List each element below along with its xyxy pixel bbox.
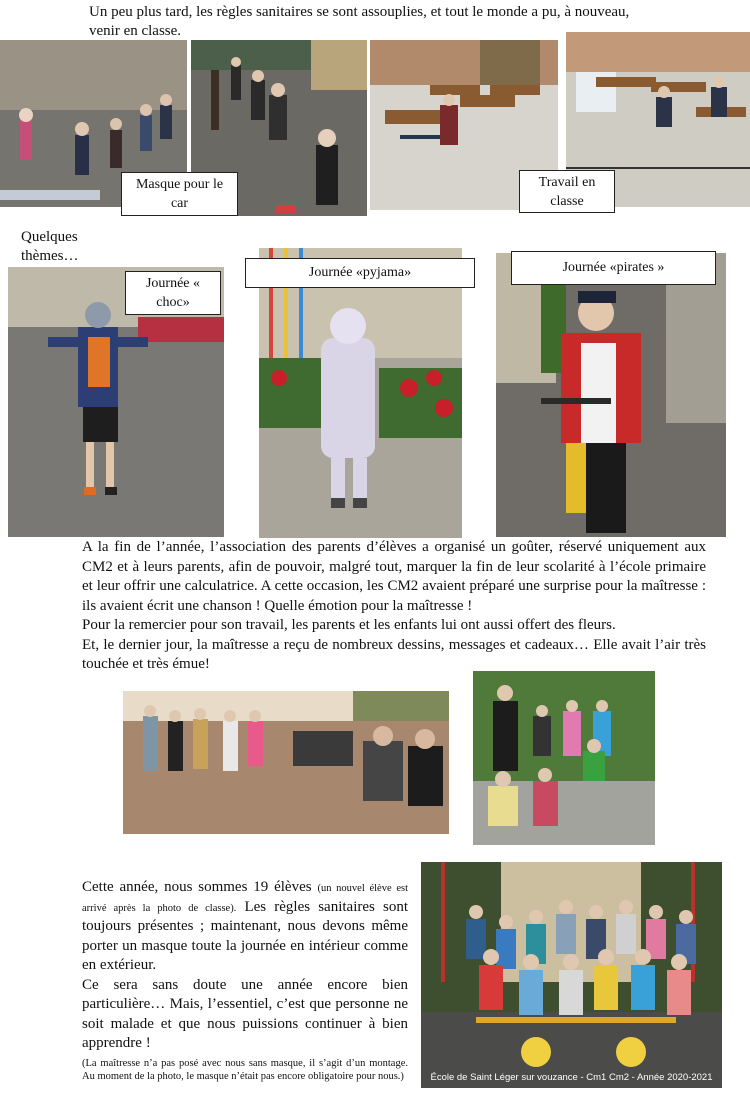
photo-gouter-chanson: [123, 691, 449, 834]
themes-heading: Quelques thèmes…: [21, 229, 79, 264]
caption-travail-classe: Travail en classe: [519, 170, 615, 213]
fin-annee-p1: A la fin de l’année, l’association des parents d’élèves a organisé un goûter, réservé uniquement aux CM2 et à leurs parents, afin de pouvoir, malgré tout, marquer la fin de leur scolarité à l’école primaire et leur offrir une calculatrice. A cette occasion, les CM2 avaient préparé une surprise pour la maîtresse : ils avaient écrit une chanson ! Quelle émotion pour la maîtresse !: [82, 539, 706, 614]
fin-annee-p2: Pour la remercier pour son travail, les parents et les enfants lui ont aussi offert des fleurs.: [82, 617, 616, 633]
cette-annee-text: [82, 878, 408, 1083]
caption-journee-pirates: Journée «pirates »: [511, 251, 716, 285]
photo-cadeaux-maitresse: [473, 671, 655, 845]
cette-annee-rest: Les règles sanitaires sont toujours présentes ; maintenant, nous devons même porter un masque toute la journée en intérieur comme en extérieur.: [82, 898, 408, 973]
cette-annee-p1: [82, 878, 408, 976]
photo-journee-pirates: [496, 253, 726, 537]
intro-text: Un peu plus tard, les règles sanitaires se sont assouplies, et tout le monde a pu, à nouveau, venir en classe.: [89, 4, 630, 39]
cette-annee-p2: Ce sera sans doute une année encore bien particulière… Mais, l’essentiel, c’est que personne ne soit malade et que nous puissions continuer à bien apprendre !: [82, 976, 408, 1051]
fin-annee-p3: Et, le dernier jour, la maîtresse a reçu de nombreux dessins, messages et cadeaux… Elle avait l’air très touchée et très émue!: [82, 636, 706, 672]
cette-annee-aside: (un nouvel élève est arrivé après la photo de classe).: [82, 883, 409, 914]
photo-journee-pyjama: [259, 248, 462, 538]
caption-journee-pyjama: Journée «pyjama»: [245, 258, 475, 288]
cette-annee-note: (La maîtresse n’a pas posé avec nous sans masque, il s’agit d’un montage. Au moment de la photo, le masque n’était pas encore obligatoire pour nous.): [82, 1057, 408, 1082]
caption-masque-car: Masque pour le car: [121, 172, 238, 216]
caption-journee-choc: Journée « choc»: [125, 271, 221, 315]
fin-annee-text: [82, 538, 706, 675]
photo-classe: [421, 862, 722, 1088]
cette-annee-lead: Cette année, nous sommes 19 élèves: [82, 879, 312, 895]
class-photo-label: École de Saint Léger sur vouzance - Cm1 Cm2 - Année 2020-2021: [430, 1072, 713, 1083]
